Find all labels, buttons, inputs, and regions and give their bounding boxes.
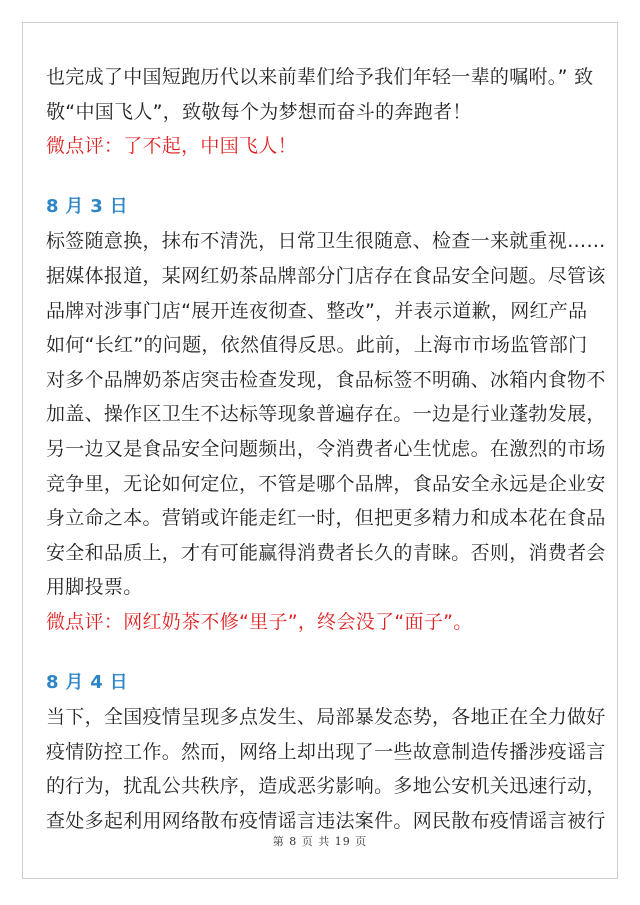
text-line: 也完成了中国短跑历代以来前辈们给予我们年轻一辈的嘱咐。” 致 <box>46 66 594 88</box>
section-aug-4 <box>46 666 606 839</box>
text-line: 据媒体报道，某网红奶茶品牌部分门店存在食品安全问题。尽管该 <box>46 264 606 287</box>
text-line: 对多个品牌奶茶店突击检查发现，食品标签不明确、冰箱内食物不 <box>46 368 606 391</box>
document-body <box>46 60 606 838</box>
text-line: 安全和品质上，才有可能赢得消费者长久的青睐。否则，消费者会 <box>46 541 606 564</box>
text-line: 如何“长红”的问题，依然值得反思。此前，上海市市场监管部门 <box>46 334 588 357</box>
text-line: 竞争里，无论如何定位，不管是哪个品牌，食品安全永远是企业安 <box>46 472 606 495</box>
text-line: 加盖、操作区卫生不达标等现象普遍存在。一边是行业蓬勃发展， <box>46 403 606 426</box>
text-line: 品牌对涉事门店“展开连夜彻查、整改”，并表示道歉，网红产品 <box>46 299 588 322</box>
section-date-heading: 8 月 4 日 <box>46 671 128 693</box>
text-line: 当下，全国疫情呈现多点发生、局部暴发态势，各地正在全力做好 <box>46 706 606 729</box>
section-aug-3 <box>46 190 606 640</box>
comment-line: 微点评：了不起，中国飞人！ <box>46 135 297 158</box>
intro-paragraph <box>46 60 602 164</box>
text-line: 身立命之本。营销或许能走红一时，但把更多精力和成本花在食品 <box>46 507 606 530</box>
section-date-heading: 8 月 3 日 <box>46 195 128 217</box>
page-number-footer: 第 8 页 共 19 页 <box>272 835 368 848</box>
text-line: 的行为，扰乱公共秩序，造成恶劣影响。多地公安机关迅速行动， <box>46 775 606 798</box>
text-line: 敬“中国飞人”，致敬每个为梦想而奋斗的奔跑者！ <box>46 100 472 123</box>
text-line: 标签随意换，抹布不清洗，日常卫生很随意、检查一来就重视…… <box>46 230 606 253</box>
text-line: 另一边又是食品安全问题频出，令消费者心生忧虑。在激烈的市场 <box>46 437 606 460</box>
text-line: 用脚投票。 <box>46 576 143 599</box>
comment-line: 微点评：网红奶茶不修“里子”，终会没了“面子”。 <box>46 610 473 633</box>
text-line: 查处多起利用网络散布疫情谣言违法案件。网民散布疫情谣言被行 <box>46 809 606 832</box>
text-line: 疫情防控工作。然而，网络上却出现了一些故意制造传播涉疫谣言 <box>46 740 606 763</box>
